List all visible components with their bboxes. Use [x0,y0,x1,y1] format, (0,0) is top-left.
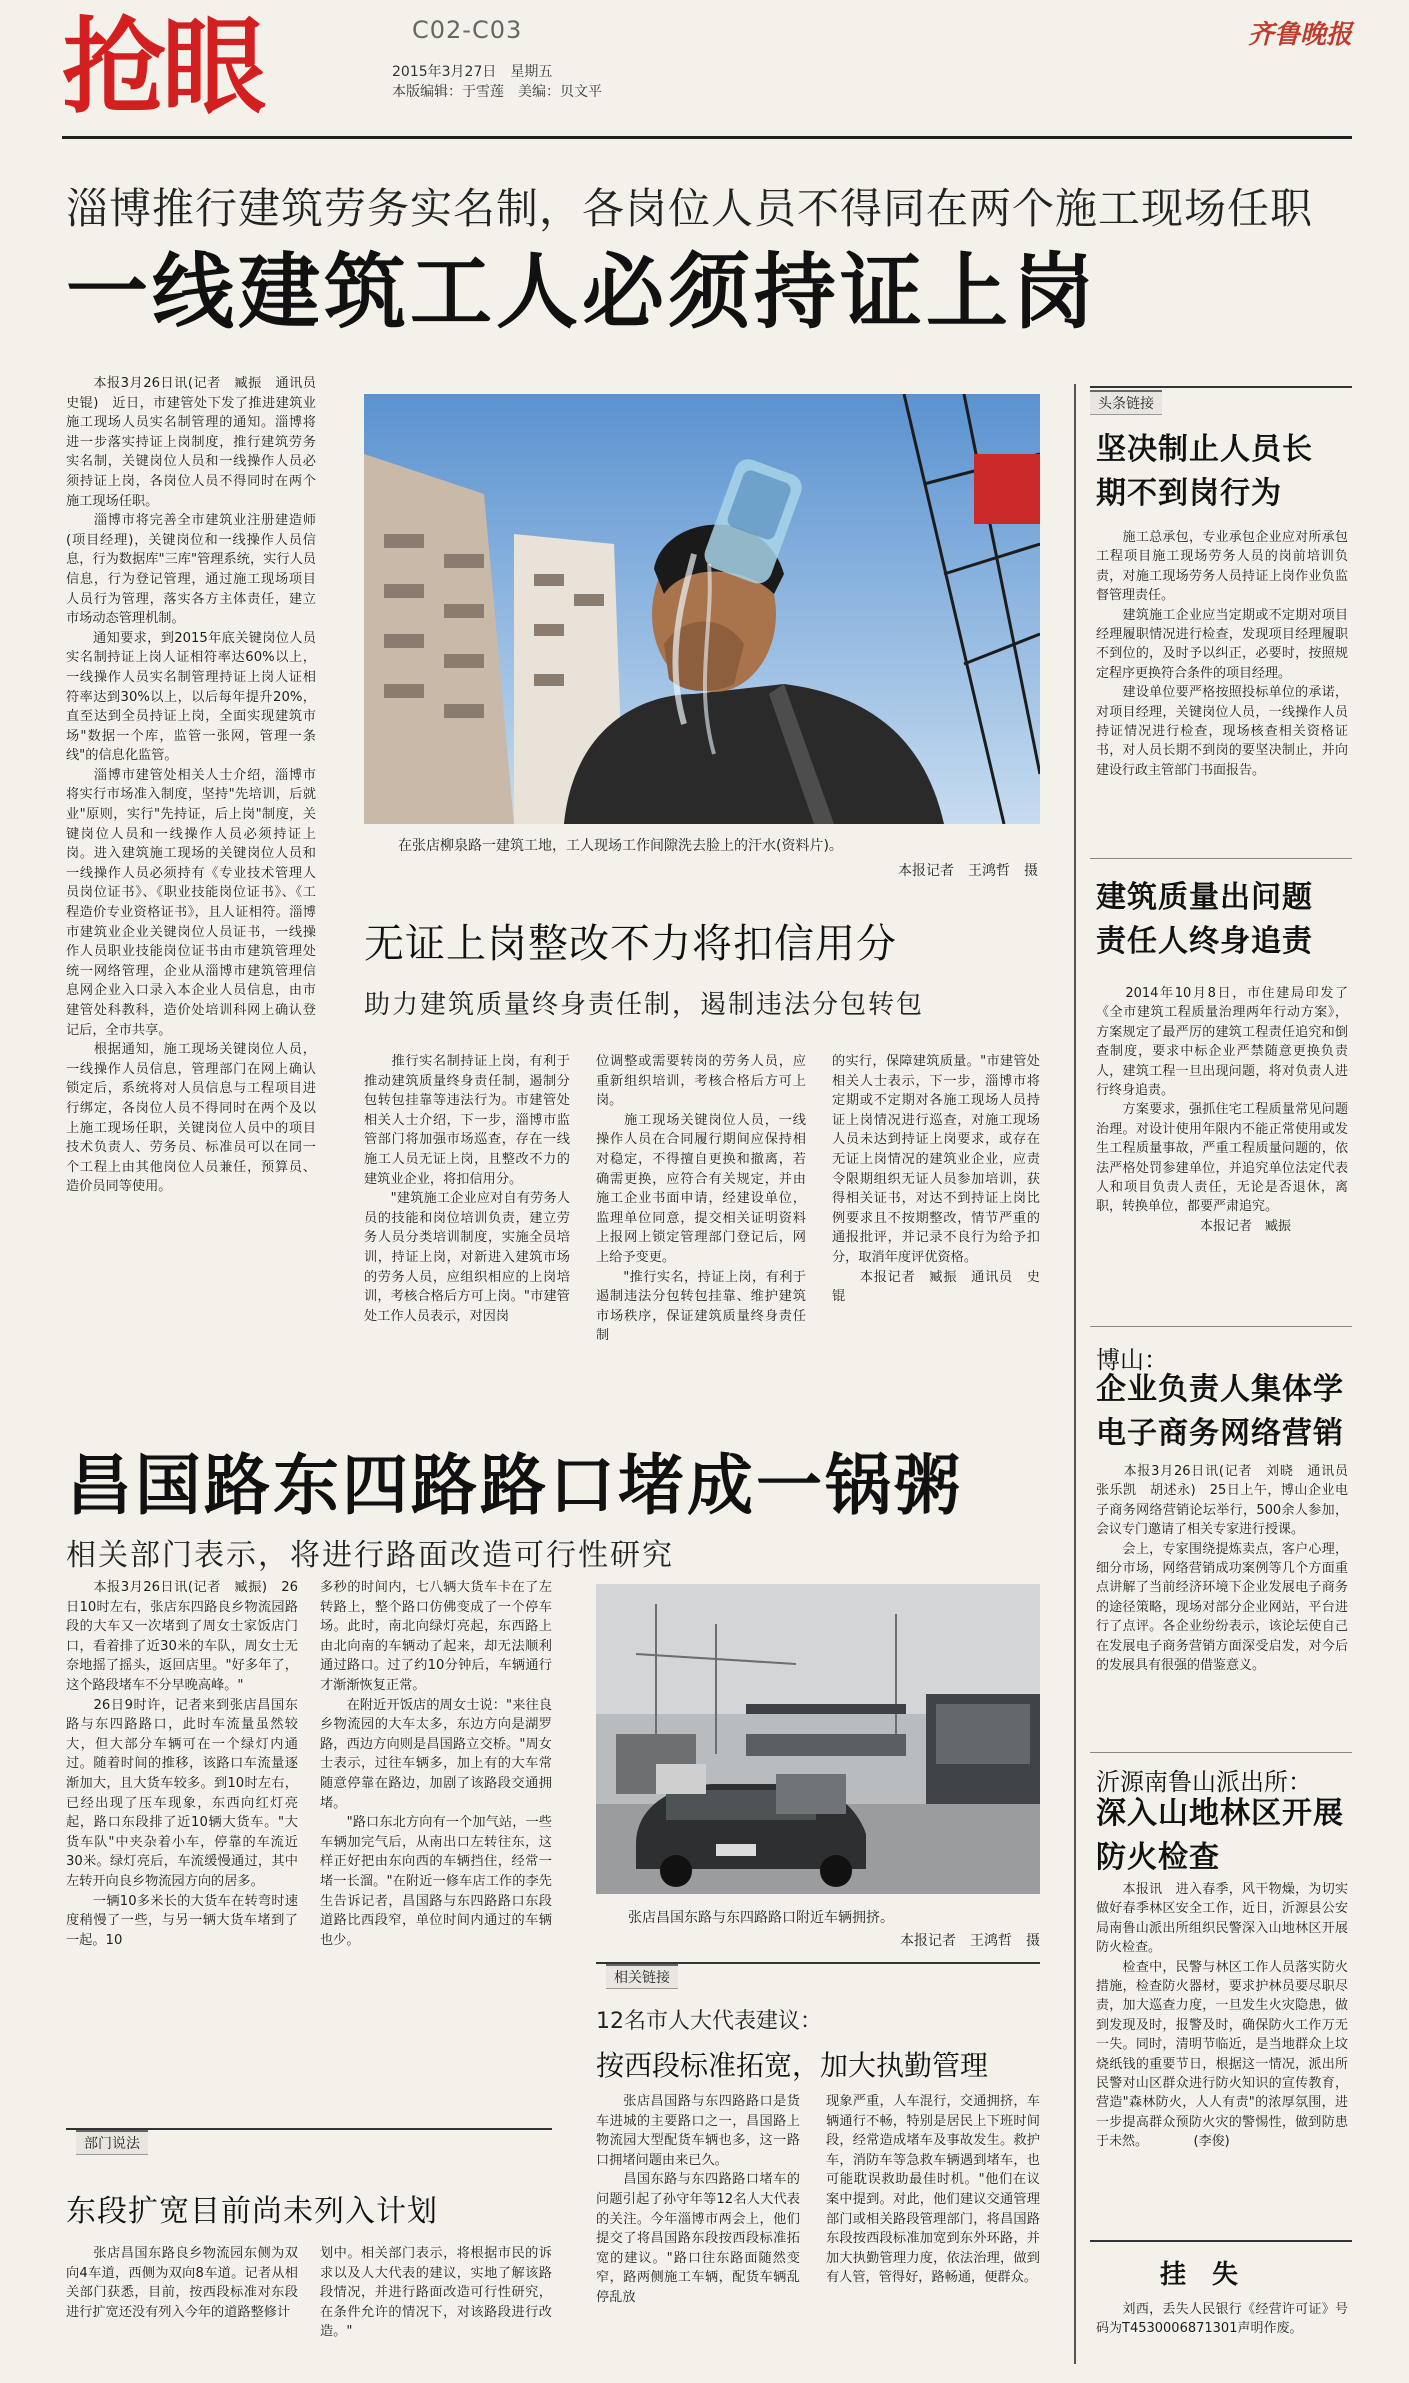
newspaper-name: 齐鲁晚报 [1248,20,1353,50]
sidebar-rule-5 [1090,2240,1352,2242]
story2-photo-credit: 本报记者 王鸿哲 摄 [900,1933,1040,1949]
sidebar-rule-4 [1090,1752,1352,1753]
story2-photo [596,1584,1040,1894]
story1-photo [364,394,1040,824]
editor-line: 本版编辑：于雪莲 美编：贝文平 [392,84,602,100]
dept-headline: 东段扩宽目前尚未列入计划 [66,2194,438,2229]
story1-photo-caption: 在张店柳泉路一建筑工地，工人现场工作间隙洗去脸上的汗水(资料片)。 [398,838,843,854]
sidebar-s2-headline: 建筑质量出问题责任人终身追责 [1096,880,1313,959]
story1-kicker: 淄博推行建筑劳务实名制，各岗位人员不得同在两个施工现场任职 [66,184,1314,233]
issue-info [392,62,602,102]
sidebar-s3-headline: 企业负责人集体学电子商务网络营销 [1096,1372,1344,1451]
story2-photo-caption: 张店昌国东路与东四路路口附近车辆拥挤。 [628,1910,894,1926]
page-code: C02-C03 [412,16,523,44]
story2-headline: 昌国路东四路路口堵成一锅粥 [66,1447,963,1524]
sidebar-tag: 头条链接 [1090,390,1162,415]
related-column-1: 张店昌国路与东四路路口是货车进城的主要路口之一，昌国路上物流园大型配货车辆也多，这一路口拥堵问题由来已久。 昌国东路与东四路路口堵车的问题引起了孙守年等12名人大代表的关注。今年淄博市两会上，他们提交了将昌国路东段按西段标准拓宽的建议。"路口往东路面随然变窄，路两侧施工车辆，配货车辆乱停乱放 [596,2094,800,2305]
dept-column-2: 划中。相关部门表示，将根据市民的诉求以及人大代表的建议，实地了解该路段情况，并进行路面改造可行性研究，在条件允许的情况下，对该路段进行改造。" [320,2246,552,2340]
story1b-column-2: 位调整或需要转岗的劳务人员，应重新组织培训，考核合格后方可上岗。 施工现场关键岗位人员，一线操作人员在合同履行期间应保持相对稳定，不得擅自更换和撤离，若确需更换，应符合有关规定，并由施工企业书面申请，经建设单位，监理单位同意，提交相关证明资料上报网上锁定管理部门登记后，网上给予变更。 "推行实名，持证上岗，有利于遏制违法分包转包挂靠、维护建筑市场秩序，保证建筑质量终身责任制 [596,1054,806,1344]
date-line: 2015年3月27日 星期五 [392,64,553,80]
masthead-rule [62,136,1352,139]
traffic-jam-image [596,1584,1040,1894]
worker-washing-face-image [364,394,1040,824]
story1-column-1: 本报3月26日讯(记者 臧振 通讯员 史锟) 近日，市建管处下发了推进建筑业施工现场人员实名制管理的通知。淄博将进一步落实持证上岗制度，推行建筑劳务实名制，关键岗位人员和一线操作人员必须持证上岗，各岗位人员不得同时在两个施工现场任职。 淄博市将完善全市建筑业注册建造师(项目经理)，关键岗位和一线操作人员信息，行为数据库"三库"管理系统，实行人员信息，行为登记管理，通过施工现场项目人员行为管理，落实各方主体责任，建立市场动态管理机制。 通知要求，到2015年底关键岗位人员实名制持证上岗人证相符率达60%以上，一线操作人员实名制管理持证上岗人证相符率达到30%以上，以后每年提升20%，直至达到全员持证上岗，全面实现建筑市场"数据一个库，监管一张网，管理一条线"的信息化监管。 淄博市建管处相关人士介绍，淄博市将实行市场准入制度，坚持"先培训，后就业"原则，实行"先持证，后上岗"制度，关键岗位人员和一线操作人员必须持证上岗。进入建筑施工现场的关键岗位人员和一线操作人员必须持有《专业技术管理人员岗位证书》、《职业技能岗位证书》、《工程造价专业资格证书》，且人证相符。淄博市建筑业企业关键岗位人员证书，一线操作人员职业技能岗位证书由市建筑管理处统一网络管理，企业从淄博市建筑管理信息网企业入口录入本企业人员信息，由市建管处科教科，造价处培训科网上确认登记后，全市共享。 根据通知，施工现场关键岗位人员，一线操作人员信息，管理部门在网上确认锁定后，系统将对人员信息与工程项目进行绑定，各岗位人员不得同时在两个及以上施工现场任职，关键岗位人员中的项目技术负责人、劳务员、标准员可以在同一个工程上由其他岗位人员兼任，预算员、造价员同等使用。 [66,376,316,1195]
section-brand-logo: 抢眼 [62,6,263,128]
sidebar-top-rule [1090,386,1352,388]
sidebar-s4-kicker: 沂源南鲁山派出所： [1096,1768,1312,1796]
sidebar-rule-3 [1090,1326,1352,1327]
sidebar-s4-headline: 深入山地林区开展防火检查 [1096,1796,1344,1875]
sidebar-s1-text: 施工总承包，专业承包企业应对所承包工程项目施工现场劳务人员的岗前培训负责，对施工现场劳务人员持证上岗作业负监督管理责任。 建筑施工企业应当定期或不定期对项目经理履职情况进行检查，发现项目经理履职不到位的，及时予以纠正，必要时，按照规定程序更换符合条件的项目经理。 建设单位要严格按照投标单位的承诺，对项目经理，关键岗位人员，一线操作人员持证情况进行检查，现场核查相关资格证书，对人员长期不到岗的要坚决制止，并向建设行政主管部门书面报告。 [1096,530,1348,778]
story2-column-2: 多秒的时间内，七八辆大货车卡在了左转路上，整个路口仿佛变成了一个停车场。此时，南北向绿灯亮起，东西路上由北向南的车辆动了起来，却无法顺利通过路口。过了约10分钟后，车辆通行才渐渐恢复正常。 在附近开饭店的周女士说："来往良乡物流园的大车太多，东边方向是湖罗路，西边方向则是昌国路立交桥。"周女士表示，过往车辆多，加上有的大车常随意停靠在路边，加剧了该路段交通拥堵。 "路口东北方向有一个加气站，一些车辆加完气后，从南出口左转往东，这样正好把由东向西的车辆挡住，经常一堵一长溜。"在附近一修车店工作的李先生告诉记者，昌国路与东四路路口东段道路比西段窄，单位时间内通过的车辆也少。 [320,1580,552,1948]
related-headline: 按西段标准拓宽，加大执勤管理 [596,2049,989,2082]
story1-photo-credit: 本报记者 王鸿哲 摄 [898,863,1038,879]
story1b-headline: 无证上岗整改不力将扣信用分 [364,921,897,967]
story2-deck: 相关部门表示，将进行路面改造可行性研究 [66,1538,674,1573]
sidebar-lost-text: 刘西，丢失人民银行《经营许可证》号码为T4530006871301声明作废。 [1096,2302,1348,2337]
story1b-column-1: 推行实名制持证上岗，有利于推动建筑质量终身责任制，遏制分包转包挂靠等违法行为。市建管处相关人士介绍，下一步，淄博市监管部门将加强市场巡查，存在一线施工人员无证上岗，且整改不力的建筑业企业，将扣信用分。 "建筑施工企业应对自有劳务人员的技能和岗位培训负责，建立劳务人员分类培训制度，实施全员培训，持证上岗，对新进入建筑市场的劳务人员，应组织相应的上岗培训，考核合格后方可上岗。"市建管处工作人员表示，对因岗 [364,1054,570,1324]
story2-column-1: 本报3月26日讯(记者 臧振) 26日10时左右，张店东四路良乡物流园路段的大车又一次堵到了周女士家饭店门口，看着排了近30米的车队，周女士无奈地摇了摇头，返回店里。"好多年了，这个路段堵车不分早晚高峰。" 26日9时许，记者来到张店昌国东路与东四路路口，此时车流量虽然较大，但大部分车辆可在一个绿灯内通过。随着时间的推移，该路口车流量逐渐加大，且大货车较多。到10时左右，已经出现了压车现象，东西向红灯亮起，路口东段排了近10辆大货车。"大货车队"中夹杂着小车，停靠的车流近30米。绿灯亮后，车流缓慢通过，其中左转开向良乡物流园方向的居多。 一辆10多米长的大货车在转弯时速度稍慢了一些，与另一辆大货车堵到了一起。10 [66,1580,298,1948]
related-column-2: 现象严重，人车混行，交通拥挤，车辆通行不畅，特别是居民上下班时间段，经常造成堵车及事故发生。救护车，消防车等急救车辆遇到堵车，也可能耽误救助最佳时机。"他们在议案中提到。对此，他们建议交通管理部门或相关路段管理部门，将昌国路东段按西段标准加宽到东外环路，并加大执勤管理力度，依法治理，做到有人管，管得好，路畅通，便群众。 [826,2094,1040,2286]
sidebar-s3-kicker: 博山： [1096,1346,1168,1374]
sidebar-rule-2 [1090,858,1352,859]
sidebar-s3-text: 本报3月26日讯(记者 刘晓 通讯员 张乐凯 胡述永) 25日上午，博山企业电子商务网络营销论坛举行，500余人参加，会议专门邀请了相关专家进行授课。 会上，专家围绕提炼卖点，客户心理，细分市场，网络营销成功案例等几个方面重点讲解了当前经济环境下企业发展电子商务的途径策略，现场对部分企业网站，平台进行了点评。各企业纷纷表示，该论坛使自己在发展电子商务营销方面深受启发，对今后的发展具有很强的借鉴意义。 [1096,1464,1348,1674]
dept-column-1: 张店昌国东路良乡物流园东侧为双向4车道，西侧为双向8车道。记者从相关部门获悉，目前，按西段标准对东段进行扩宽还没有列入今年的道路整修计 [66,2246,298,2320]
story1b-column-3: 的实行，保障建筑质量。"市建管处相关人士表示，下一步，淄博市将定期或不定期对各施工现场人员持证上岗情况进行巡查，对施工现场人员未达到持证上岗要求，或存在无证上岗情况的建筑业企业，应责令限期组织无证人员参加培训，获得相关证书，对达不到持证上岗比例要求且不按期整改，情节严重的通报批评，并记录不良行为给予扣分，取消年度评优资格。 本报记者 臧振 通讯员 史锟 [832,1054,1040,1305]
sidebar-divider [1074,384,1076,2364]
sidebar-s2-text: 2014年10月8日，市住建局印发了《全市建筑工程质量治理两年行动方案》，方案规定了最严厉的建筑工程责任追究和倒查制度，要求中标企业严禁随意更换负责人，建筑工程一旦出现问题，将对负责人进行终身追责。 方案要求，强抓住宅工程质量常见问题治理。对设计使用年限内不能正常使用或发生工程质量事故，严重工程质量问题的，依法严格处罚参建单位，并追究单位法定代表人和项目负责人责任，无论是否退休，离职，转换单位，都要严肃追究。 本报记者 臧振 [1096,986,1348,1234]
related-kicker: 12名市人大代表建议： [596,2009,822,2034]
story1b-deck: 助力建筑质量终身责任制，遏制违法分包转包 [364,990,925,1020]
dept-tag: 部门说法 [76,2130,148,2155]
sidebar-s1-headline: 坚决制止人员长期不到岗行为 [1096,432,1313,511]
sidebar-s4-text: 本报讯 进入春季，风干物燥，为切实做好春季林区安全工作，近日，沂源县公安局南鲁山派出所组织民警深入山地林区开展防火检查。 检查中，民警与林区工作人员落实防火措施，检查防火器材，要求护林员要尽职尽责，加大巡查力度，一旦发生火灾隐患，做到发现及时，报警及时，确保防火工作万无一失。同时，清明节临近，是当地群众上坟烧纸钱的重要节日，根据这一情况，派出所民警对山区群众进行防火知识的宣传教育，营造"森林防火，人人有责"的浓厚氛围，进一步提高群众预防火灾的警惕性，做到防患于未然。 (李俊) [1096,1882,1348,2150]
story1-headline: 一线建筑工人必须持证上岗 [66,245,1099,340]
related-tag: 相关链接 [606,1964,678,1989]
sidebar-lost-headline: 挂 失 [1160,2260,1239,2290]
